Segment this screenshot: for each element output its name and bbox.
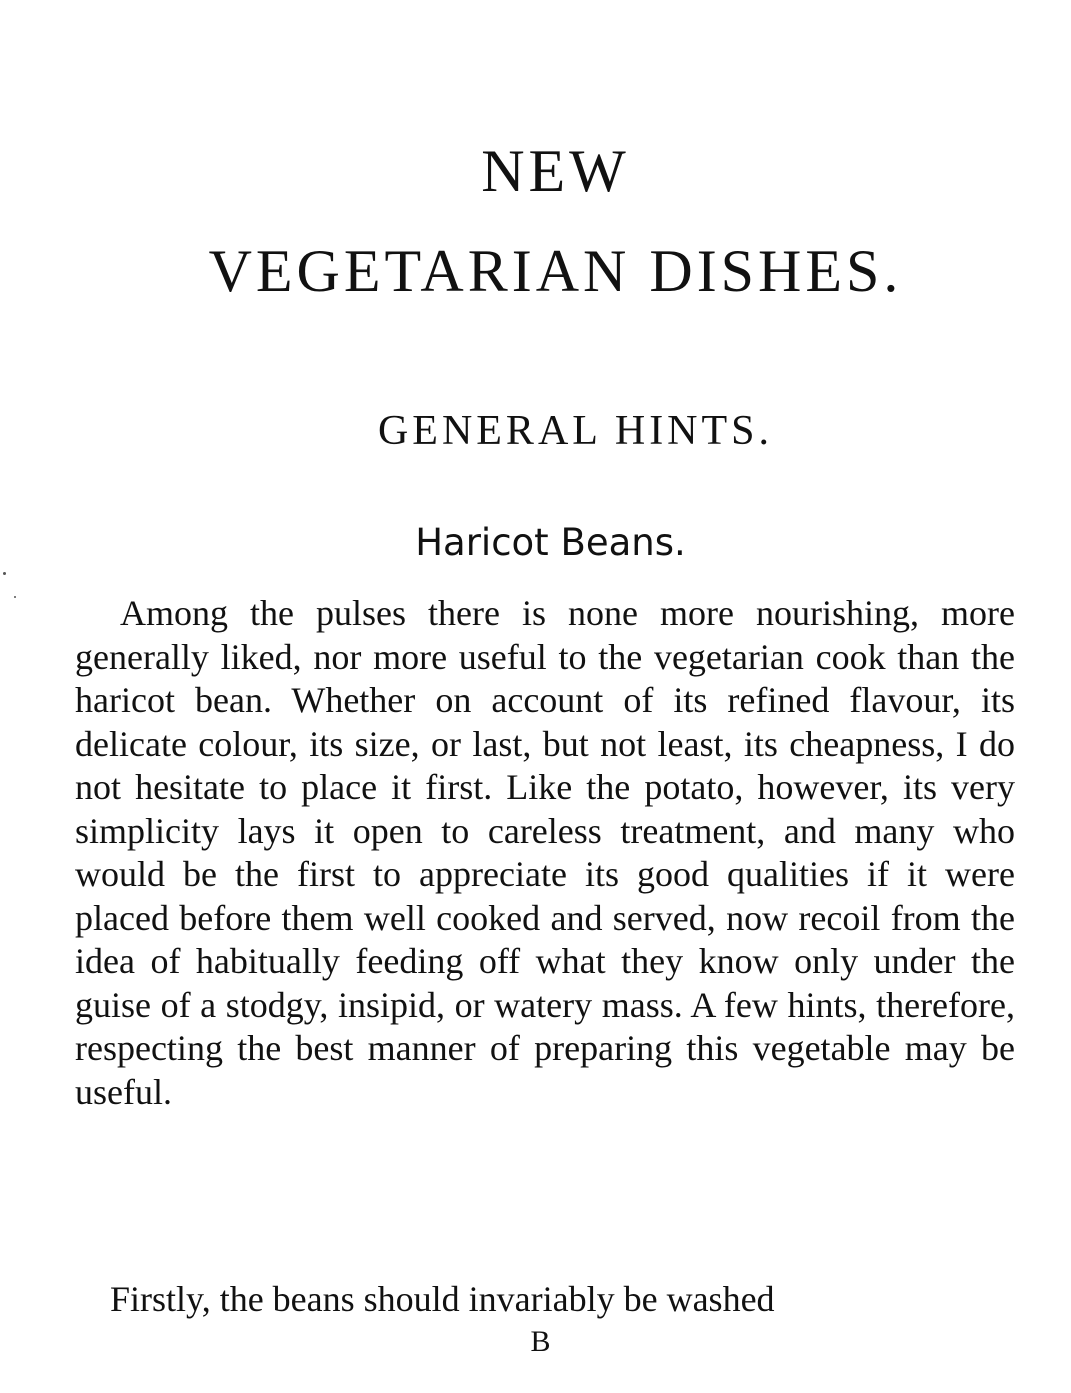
section-heading: GENERAL HINTS. xyxy=(377,408,774,454)
body-paragraph: Among the pulses there is none more nourishing, more generally liked, nor more useful to the vegetarian cook than the haricot bean. Whether on account of its refined flavour, its delicate colour, its size, or last, but not least, its cheapness, I do not hesitate to place it first. Like the potato, however, its very simplicity lays it open to careless treatment, and many who would be the first to appreciate its good qualities if it were placed before them well cooked and served, now recoil from the idea of habitually feeding off what they know only under the guise of a stodgy, insipid, or watery mass. A few hints, therefore, respecting the best manner of preparing this vegetable may be useful. xyxy=(75,593,1015,1112)
print-speck xyxy=(14,596,16,598)
print-speck xyxy=(3,572,6,575)
body-paragraph: Firstly, the beans should invariably be washed xyxy=(110,1279,775,1319)
book-title-line-1: NEW xyxy=(481,138,630,204)
book-title-line-2: VEGETARIAN DISHES. xyxy=(208,238,903,304)
recipe-subheading: Haricot Beans. xyxy=(415,521,686,564)
signature-mark: B xyxy=(530,1325,551,1358)
